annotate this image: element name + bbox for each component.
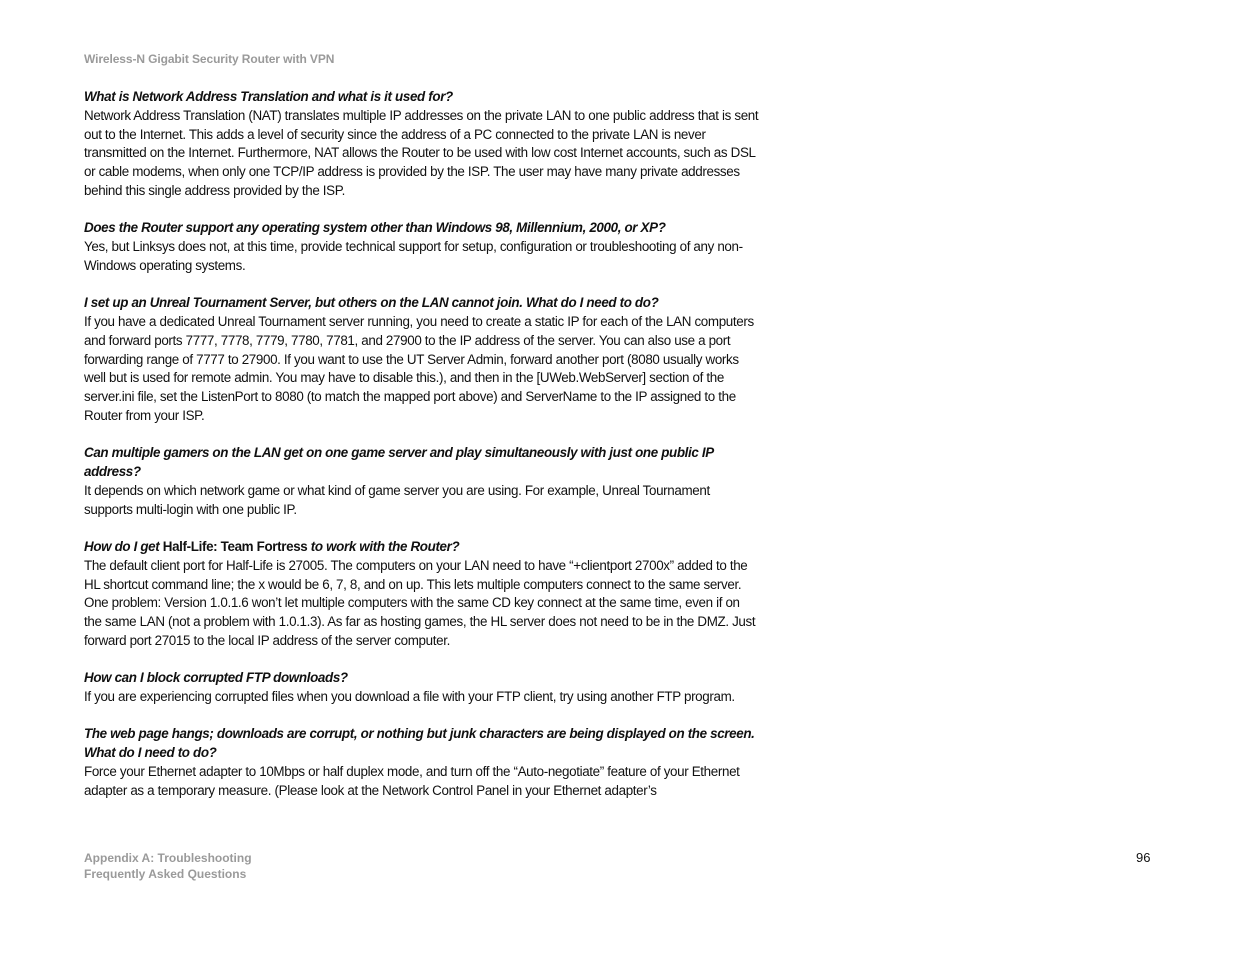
- faq-item: [84, 88, 760, 201]
- faq-answer: Yes, but Linksys does not, at this time, provide technical support for setup, configuration or troubleshooting of any non-Windows operating systems.: [84, 239, 743, 273]
- faq-question: Does the Router support any operating system other than Windows 98, Millennium, 2000, or XP?: [84, 220, 666, 236]
- faq-question: How can I block corrupted FTP downloads?: [84, 670, 348, 686]
- faq-answer: If you are experiencing corrupted files when you download a file with your FTP client, try using another FTP program.: [84, 689, 735, 705]
- faq-question: I set up an Unreal Tournament Server, but others on the LAN cannot join. What do I need to do?: [84, 295, 659, 311]
- faq-question-prefix: How do I get: [84, 538, 163, 554]
- faq-question-suffix: to work with the Router?: [307, 538, 460, 554]
- faq-answer: The default client port for Half-Life is 27005. The computers on your LAN need to have “+clientport 2700x” added to the HL shortcut command line; the x would be 6, 7, 8, and on up. This lets multiple computers connect to the same server. One problem: Version 1.0.1.6 won’t let multiple computers with the same CD key connect at the same time, even if on the same LAN (not a problem with 1.0.1.3). As far as hosting games, the HL server does not need to be in the DMZ. Just forward port 27015 to the local IP address of the server computer.: [84, 557, 756, 648]
- faq-question: What is Network Address Translation and what is it used for?: [84, 89, 453, 104]
- footer-subsection: Frequently Asked Questions: [84, 867, 247, 881]
- faq-answer: It depends on which network game or what kind of game server you are using. For example, Unreal Tournament supports multi-login with one public IP.: [84, 482, 710, 517]
- game-title: Half-Life: Team Fortress: [162, 538, 308, 554]
- faq-question: The web page hangs; downloads are corrupt, or nothing but junk characters are being displayed on the screen. What do I need to do?: [84, 726, 755, 761]
- faq-answer: If you have a dedicated Unreal Tournament server running, you need to create a static IP for each of the LAN computers and forward ports 7777, 7778, 7779, 7780, 7781, and 27900 to the IP address of the server. You can also use a port forwarding range of 7777 to 27900. If you want to use the UT Server Admin, forward another port (8080 usually works well but is used for remote admin. You may have to disable this.), and then in the [UWeb.WebServer] section of the server.ini file, set the ListenPort to 8080 (to match the mapped port above) and ServerName to the IP assigned to the Router from your ISP.: [84, 313, 754, 423]
- faq-item: [84, 444, 760, 519]
- faq-item: [84, 669, 760, 707]
- faq-answer: Force your Ethernet adapter to 10Mbps or half duplex mode, and turn off the “Auto-negotiate” feature of your Ethernet adapter as a temporary measure. (Please look at the Network Control Panel in your Ethernet adapter’s: [84, 763, 740, 798]
- faq-item: [84, 538, 760, 651]
- faq-item: [84, 219, 760, 275]
- footer-section: Appendix A: Troubleshooting: [84, 851, 252, 865]
- faq-question: [84, 538, 760, 557]
- faq-content: [84, 88, 760, 819]
- running-header: Wireless-N Gigabit Security Router with VPN: [84, 52, 335, 66]
- page-footer: [84, 850, 252, 882]
- faq-item: [84, 725, 760, 800]
- faq-question: Can multiple gamers on the LAN get on one game server and play simultaneously with just one public IP address?: [84, 445, 714, 480]
- faq-item: [84, 294, 760, 426]
- faq-answer: Network Address Translation (NAT) translates multiple IP addresses on the private LAN to one public address that is sent out to the Internet. This adds a level of security since the address of a PC connected to the private LAN is never transmitted on the Internet. Furthermore, NAT allows the Router to be used with low cost Internet accounts, such as DSL or cable modems, when only one TCP/IP address is provided by the ISP. The user may have many private addresses behind this single address provided by the ISP.: [84, 107, 759, 198]
- page-number: 96: [1136, 850, 1151, 865]
